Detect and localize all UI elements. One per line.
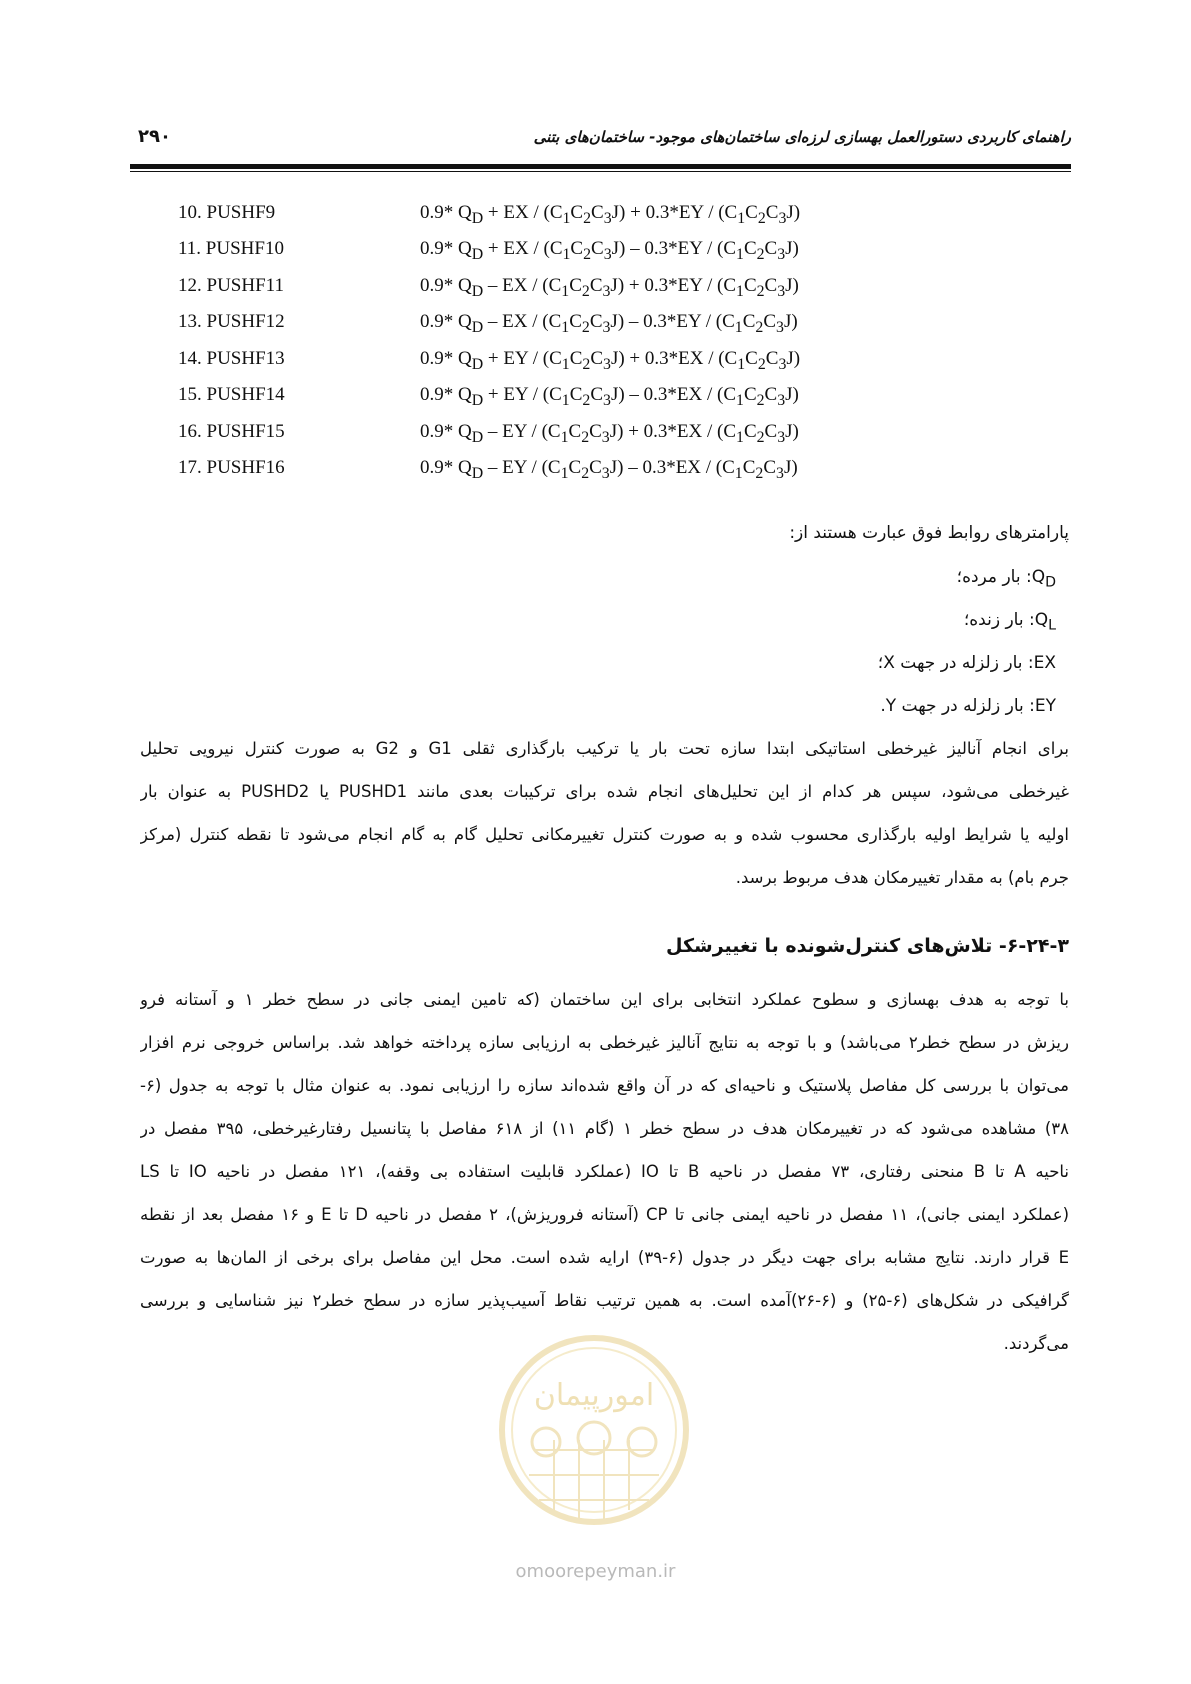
combination-name: 16. PUSHF15: [178, 421, 285, 442]
paragraph-line: ریزش در سطح خطر۲ می‌باشد) و با توجه به نتایج آنالیز غیرخطی به ارزیابی سازه پرداخته خواهد شد. براساس خروجی نرم افزار: [140, 1033, 1069, 1052]
param-item: EX: بار زلزله در جهت X؛: [877, 653, 1056, 673]
combination-formula: 0.9* $Q_D$ – EX / $(C_1C_2C_3J) - 0.3*EY / (C_1C_2C_3J)$: [420, 311, 798, 336]
combination-row: [0, 305, 1191, 343]
running-header: [130, 128, 1071, 156]
combination-name: 10. PUSHF9: [178, 202, 276, 223]
watermark-logo: [494, 1330, 694, 1550]
watermark-site: omoorepeyman.ir: [515, 1561, 676, 1582]
header-rule-thin: [130, 171, 1071, 172]
paragraph-line: اولیه یا شرایط اولیه بارگذاری محسوب شده و به صورت کنترل تغییرمکانی تحلیل گام به گام انجام می‌شود تا نقطه کنترل (مرکز: [140, 825, 1069, 844]
combination-row: [0, 196, 1191, 234]
param-item: EY: بار زلزله در جهت Y.: [880, 696, 1056, 716]
header-rule-thick: [130, 164, 1071, 169]
paragraph-line: (عملکرد ایمنی جانی)، ۱۱ مفصل در ناحیه ایمنی جانی تا CP (آستانه فروریزش)، ۲ مفصل در ناحیه D تا E و ۱۶ مفصل بعد از نقطه: [140, 1205, 1069, 1224]
page-number: ۲۹۰: [138, 126, 171, 147]
combination-name: 15. PUSHF14: [178, 384, 285, 405]
section-heading: ۶-۲۴-۳- تلاش‌های کنترل‌شونده با تغییرشکل: [666, 935, 1069, 957]
combination-name: 12. PUSHF11: [178, 275, 284, 296]
combination-formula: 0.9* $Q_D$ – EX / $(C_1C_2C_3J) + 0.3*EY / (C_1C_2C_3J)$: [420, 275, 799, 300]
paragraph-line: با توجه به هدف بهسازی و سطوح عملکرد انتخابی برای این ساختمان (که تامین ایمنی جانی در سطح خطر ۱ و آستانه فرو: [140, 990, 1069, 1009]
combination-name: 11. PUSHF10: [178, 238, 284, 259]
combination-formula: 0.9* $Q_D$ + EX / $(C_1C_2C_3J) + 0.3*EY / (C_1C_2C_3J)$: [420, 202, 801, 227]
paragraph-line: برای انجام آنالیز غیرخطی استاتیکی ابتدا سازه تحت بار یا ترکیب بارگذاری ثقلی G1 و G2 به صورت کنترل نیرویی تحلیل: [140, 739, 1069, 758]
combination-formula: 0.9* $Q_D$ + EY / $(C_1C_2C_3J) + 0.3*EX / (C_1C_2C_3J)$: [420, 348, 801, 373]
combination-formula: 0.9* $Q_D$ – EY / $(C_1C_2C_3J) + 0.3*EX / (C_1C_2C_3J)$: [420, 421, 799, 446]
paragraph-line: می‌توان با بررسی کل مفاصل پلاستیک و ناحیه‌ای که در آن واقع شده‌اند سازه را ارزیابی نمود. به عنوان مثال با توجه به جدول (۶-: [140, 1076, 1069, 1095]
combination-formula: 0.9* $Q_D$ + EX / $(C_1C_2C_3J) - 0.3*EY / (C_1C_2C_3J)$: [420, 238, 799, 263]
param-item: $Q_D$: بار مرده؛: [956, 567, 1056, 591]
combination-formula: 0.9* $Q_D$ + EY / $(C_1C_2C_3J) - 0.3*EX / (C_1C_2C_3J)$: [420, 384, 799, 409]
paragraph-line: گرافیکی در شکل‌های (۶-۲۵) و (۶-۲۶)آمده است. به همین ترتیب نقاط آسیب‌پذیر سازه در سطح خطر۲ نیز شناسایی و بررسی: [140, 1291, 1069, 1310]
combination-row: [0, 232, 1191, 270]
paragraph-line: ناحیه A تا B منحنی رفتاری، ۷۳ مفصل در ناحیه B تا IO (عملکرد قابلیت استفاده بی وقفه)، ۱۲۱ مفصل در ناحیه IO تا LS: [140, 1162, 1069, 1181]
combination-row: [0, 342, 1191, 380]
paragraph-line: غیرخطی می‌شود، سپس هر کدام از این تحلیل‌های انجام شده برای ترکیبات بعدی مانند PUSHD1 یا PUSHD2 به عنوان بار: [140, 782, 1069, 801]
combination-formula: 0.9* $Q_D$ – EY / $(C_1C_2C_3J) - 0.3*EX / (C_1C_2C_3J)$: [420, 457, 798, 482]
running-header-title: راهنمای کاربردی دستورالعمل بهسازی لرزه‌ای ساختمان‌های موجود- ساختمان‌های بتنی: [533, 128, 1071, 146]
watermark-logo-text: امورپیمان: [533, 1378, 655, 1413]
combination-name: 17. PUSHF16: [178, 457, 285, 478]
watermark-seal-icon: [494, 1330, 694, 1550]
combination-name: 14. PUSHF13: [178, 348, 285, 369]
paragraph-line: ۳۸) مشاهده می‌شود که در تغییرمکان هدف در سطح خطر ۱ (گام ۱۱) از ۶۱۸ مفاصل با پتانسیل رفتارغیرخطی، ۳۹۵ مفصل در: [140, 1119, 1069, 1138]
combination-row: [0, 415, 1191, 453]
combination-name: 13. PUSHF12: [178, 311, 285, 332]
combination-row: [0, 269, 1191, 307]
combination-row: [0, 378, 1191, 416]
params-intro: پارامترهای روابط فوق عبارت هستند از:: [789, 523, 1069, 543]
paragraph-line: می‌گردند.: [1003, 1334, 1069, 1353]
paragraph-line: جرم بام) به مقدار تغییرمکان هدف مربوط برسد.: [735, 868, 1069, 887]
paragraph-line: E قرار دارند. نتایج مشابه برای جهت دیگر در جدول (۶-۳۹) ارایه شده است. محل این مفاصل برای برخی از المان‌ها به صورت: [140, 1248, 1069, 1267]
combination-row: [0, 451, 1191, 489]
param-item: $Q_L$: بار زنده؛: [963, 610, 1056, 634]
